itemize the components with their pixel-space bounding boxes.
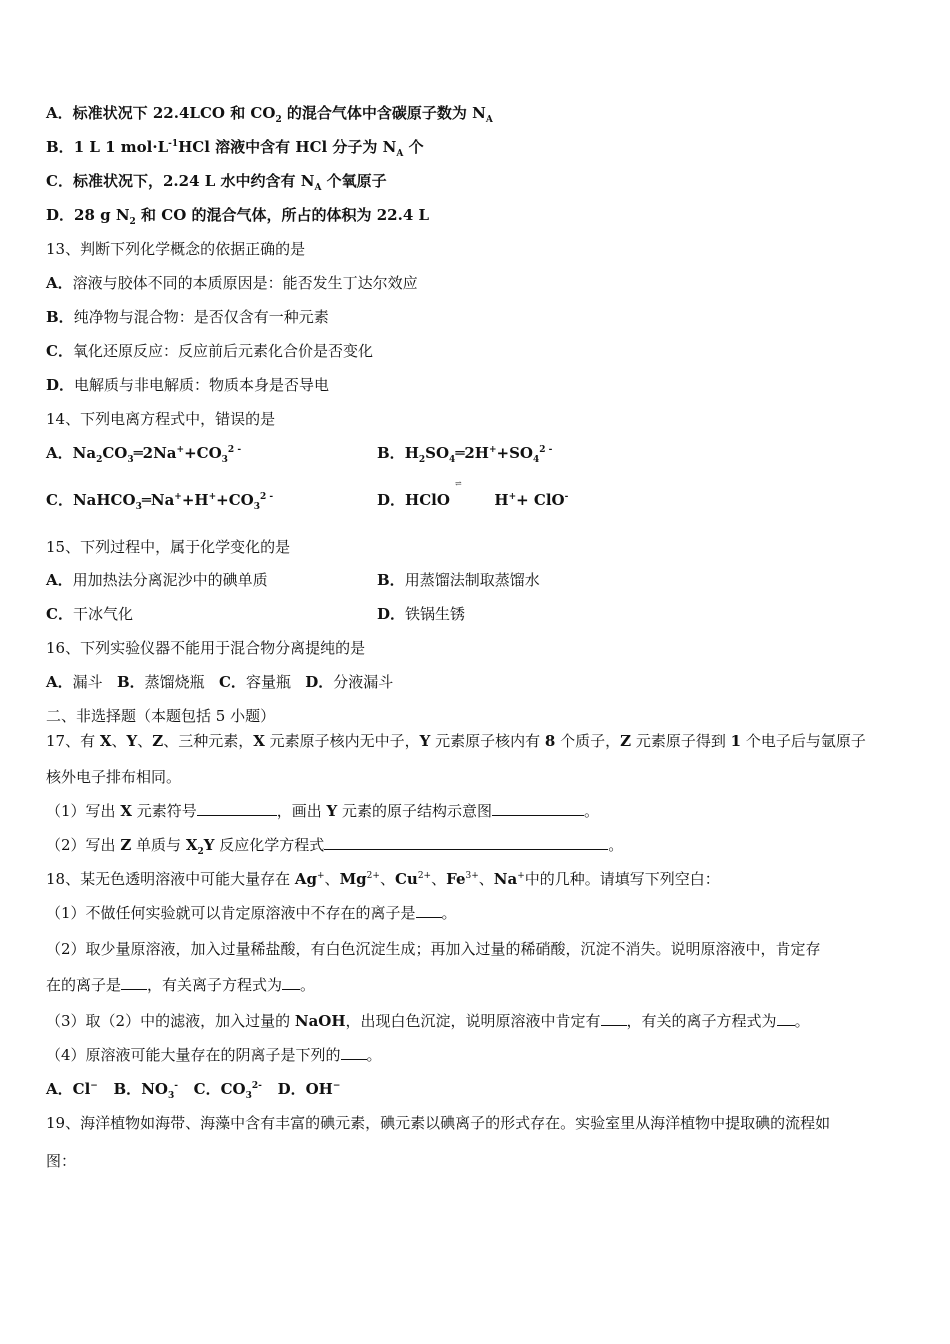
q13-option-b: B．纯净物与混合物：是否仅含有一种元素 bbox=[46, 308, 329, 326]
q13-option-c: C．氧化还原反应：反应前后元素化合价是否变化 bbox=[46, 342, 373, 360]
q12-option-b: B．1 L 1 $mol\cdot L^{-1}HCl$ 溶液中含有 HCl 分子为 $N_A$ 个 bbox=[46, 138, 424, 159]
section-title: 二、非选择题（本题包括 5 小题） bbox=[46, 707, 276, 725]
q18-stem: 18、某无色透明溶液中可能大量存在 Ag+、$Mg^{2+}$、$Cu^{2+}$、$Fe^{3+}$、Na+中的几种。请填写下列空白： bbox=[46, 870, 720, 888]
q14-stem: 14、下列电离方程式中，错误的是 bbox=[46, 410, 276, 428]
q15-option-c: C．干冰气化 bbox=[46, 605, 133, 623]
answer-blank[interactable] bbox=[282, 975, 300, 990]
answer-blank[interactable] bbox=[121, 975, 147, 990]
answer-blank[interactable] bbox=[416, 903, 442, 918]
q18-part2-line1: （2）取少量原溶液，加入过量稀盐酸，有白色沉淀生成；再加入过量的稀硝酸，沉淀不消失。说明原溶液中，肯定存 bbox=[46, 940, 821, 958]
q18-part3: （3）取（2）中的滤液，加入过量的 NaOH，出现白色沉淀，说明原溶液中肯定有 ，有关的离子方程式为 。 bbox=[46, 1012, 810, 1030]
q17-stem-line2: 核外电子排布相同。 bbox=[46, 768, 182, 786]
q14-option-c: C．$NaHCO_3═Na^++H^++CO_3^{2 -}$ bbox=[46, 491, 274, 512]
q14-option-a: A．$Na_2CO_3═2Na^++CO_3^{2 -}$ bbox=[46, 444, 242, 465]
q17-part1: （1）写出 X 元素符号 ，画出 Y 元素的原子结构示意图 。 bbox=[46, 802, 600, 820]
answer-blank[interactable] bbox=[341, 1045, 367, 1060]
q15-option-b: B．用蒸馏法制取蒸馏水 bbox=[377, 571, 540, 589]
q14-option-b: B．$H_2SO_4═2H^++SO_4^{2 -}$ bbox=[377, 444, 553, 465]
q19-stem-line1: 19、海洋植物如海带、海藻中含有丰富的碘元素，碘元素以碘离子的形式存在。实验室里从海洋植物中提取碘的流程如 bbox=[46, 1114, 831, 1132]
q13-stem: 13、判断下列化学概念的依据正确的是 bbox=[46, 240, 306, 258]
q16-stem: 16、下列实验仪器不能用于混合物分离提纯的是 bbox=[46, 639, 366, 657]
q14-option-d: D．HClO H++ ClO- bbox=[377, 491, 569, 509]
q13-option-a: A．溶液与胶体不同的本质原因是：能否发生丁达尔效应 bbox=[46, 274, 418, 292]
q18-part1: （1）不做任何实验就可以肯定原溶液中不存在的离子是 。 bbox=[46, 904, 457, 922]
answer-blank[interactable] bbox=[601, 1011, 627, 1026]
option-label: A． bbox=[46, 104, 73, 122]
q12-option-c: C．标准状况下，2.24 L 水中约含有 $N_A$ 个氧原子 bbox=[46, 172, 387, 193]
answer-blank[interactable] bbox=[777, 1011, 795, 1026]
q15-option-a: A．用加热法分离泥沙中的碘单质 bbox=[46, 571, 268, 589]
q13-option-d: D．电解质与非电解质：物质本身是否导电 bbox=[46, 376, 330, 394]
q17-stem-line1: 17、有 X、Y、Z、三种元素，X 元素原子核内无中子，Y 元素原子核内有 8 个质子，Z 元素原子得到 1 个电子后与氩原子 bbox=[46, 732, 866, 750]
q15-option-d: D．铁锅生锈 bbox=[377, 605, 466, 623]
q19-stem-line2: 图： bbox=[46, 1152, 77, 1170]
q18-part4: （4）原溶液可能大量存在的阴离子是下列的 。 bbox=[46, 1046, 382, 1064]
q15-stem: 15、下列过程中，属于化学变化的是 bbox=[46, 538, 291, 556]
q16-options: A．漏斗 B．蒸馏烧瓶 C．容量瓶 D．分液漏斗 bbox=[46, 673, 394, 691]
q18-part4-options: A．Cl− B．$NO_3^-$ C．$CO_3^{2-}$ D．OH− bbox=[46, 1080, 341, 1101]
q18-part2-line2: 在的离子是 ，有关离子方程式为 。 bbox=[46, 976, 316, 994]
answer-blank[interactable] bbox=[492, 801, 584, 816]
answer-blank[interactable] bbox=[197, 801, 277, 816]
reversible-arrow-icon: ⇌ bbox=[455, 479, 462, 488]
q12-option-d: D．28 g $N_2$ 和 CO 的混合气体，所占的体积为 22.4 L bbox=[46, 206, 430, 227]
q17-part2: （2）写出 Z 单质与 $X_2Y$ 反应化学方程式 。 bbox=[46, 836, 624, 857]
answer-blank[interactable] bbox=[324, 835, 608, 850]
q12-option-a: A．标准状况下 22.4LCO 和 $CO_2$ 的混合气体中含碳原子数为 $N_A$ bbox=[46, 104, 493, 125]
